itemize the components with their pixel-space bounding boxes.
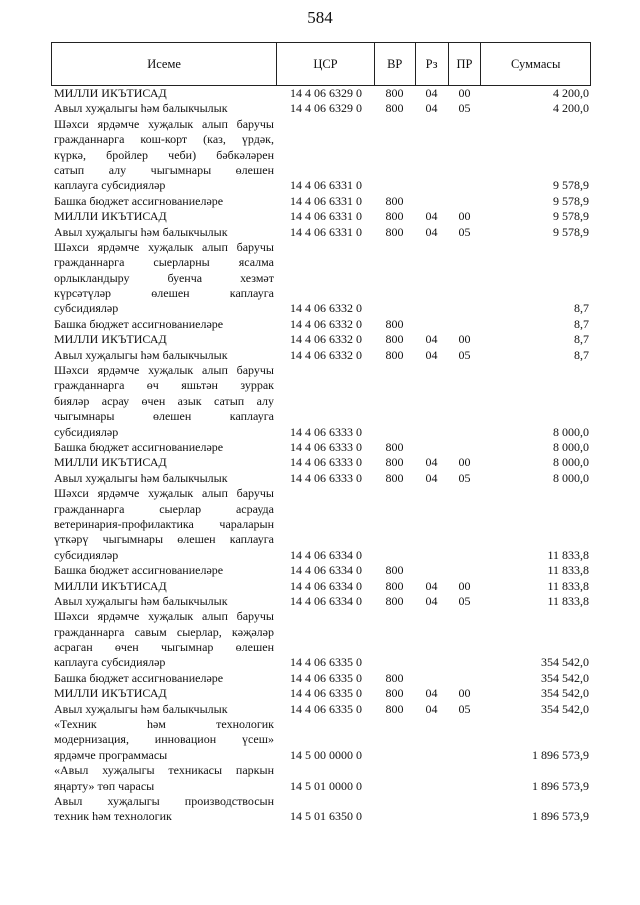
row-name-line: гражданнарга савым сыерлар, кәҗәләр: [54, 624, 274, 639]
row-name-line: Башка бюджет ассигнованиеләре: [54, 316, 224, 331]
row-pr: [448, 440, 481, 455]
table-row: [51, 240, 591, 317]
row-rz: [415, 671, 448, 686]
row-sum: 4 200,0: [553, 86, 589, 100]
row-pr: 00: [458, 209, 471, 224]
row-vr: 800: [385, 563, 404, 578]
row-name-line: Авыл хуҗалыгы производствосын: [54, 793, 274, 808]
row-pr: [448, 194, 481, 209]
budget-table: [51, 42, 591, 825]
row-rz: [415, 317, 448, 332]
row-rz: [415, 779, 448, 794]
row-csr: 14 4 06 6335 0: [290, 655, 362, 670]
row-name: [51, 671, 276, 686]
row-sum: 8 000,0: [553, 424, 589, 439]
row-pr: [448, 425, 481, 440]
row-csr: 14 4 06 6331 0: [290, 224, 362, 239]
row-csr: 14 4 06 6329 0: [290, 101, 362, 116]
row-vr: [374, 301, 415, 316]
row-vr: [374, 178, 415, 193]
page-number: 584: [307, 8, 333, 27]
row-pr: 05: [458, 593, 471, 608]
row-rz: [415, 440, 448, 455]
row-vr: 800: [385, 209, 404, 224]
row-sum: 354 542,0: [541, 686, 589, 701]
row-csr: 14 4 06 6334 0: [290, 547, 362, 562]
row-name: [51, 794, 276, 825]
table-row: [51, 194, 591, 209]
row-name: [51, 763, 276, 794]
table-body: [51, 86, 591, 825]
table-row: [51, 794, 591, 825]
row-name-line: үткәрү чыгымнары өлешен каплауга: [54, 532, 274, 547]
row-name-line: Шәхси ярдәмче хуҗалык алып баручы: [54, 116, 274, 131]
row-pr: [448, 779, 481, 794]
row-vr: 800: [385, 593, 404, 608]
row-name-line: МИЛЛИ ИКЪТИСАД: [54, 86, 167, 100]
row-name-line: каплауга субсидияләр: [54, 178, 166, 193]
row-csr: 14 4 06 6332 0: [290, 332, 362, 347]
row-name-line: гражданнарга кош-корт (каз, үрдәк,: [54, 132, 274, 147]
row-name-line: МИЛЛИ ИКЪТИСАД: [54, 209, 167, 224]
row-csr: 14 4 06 6333 0: [290, 455, 362, 470]
row-sum: 8,7: [574, 301, 589, 316]
row-name-line: Шәхси ярдәмче хуҗалык алып баручы: [54, 363, 274, 378]
row-name: [51, 101, 276, 116]
row-sum: 9 578,9: [553, 209, 589, 224]
row-name-line: асраган өчен чыгымнар өлешен: [54, 640, 274, 655]
row-pr: [448, 563, 481, 578]
row-pr: 00: [458, 686, 471, 701]
row-csr: 14 5 01 6350 0: [290, 809, 362, 824]
row-name: [51, 594, 276, 609]
row-rz: 04: [425, 224, 438, 239]
row-sum: 8 000,0: [553, 439, 589, 454]
row-rz: 04: [425, 101, 438, 116]
row-pr: 00: [458, 578, 471, 593]
table-row: [51, 209, 591, 224]
header-rz: Рз: [415, 43, 448, 85]
header-vr: ВР: [374, 43, 415, 85]
row-csr: 14 4 06 6332 0: [290, 347, 362, 362]
row-csr: 14 4 06 6335 0: [290, 686, 362, 701]
row-name-line: каплауга субсидияләр: [54, 655, 166, 670]
row-csr: 14 5 01 0000 0: [290, 778, 362, 793]
row-name: [51, 563, 276, 578]
row-vr: 800: [385, 224, 404, 239]
table-row: [51, 455, 591, 470]
row-sum: 8,7: [574, 332, 589, 347]
row-name-line: Башка бюджет ассигнованиеләре: [54, 563, 224, 578]
row-csr: 14 4 06 6332 0: [290, 301, 362, 316]
row-csr: 14 4 06 6335 0: [290, 701, 362, 716]
row-name-line: яңарту» төп чарасы: [54, 778, 155, 793]
row-name-line: Авыл хуҗалыгы һәм балыкчылык: [54, 701, 228, 716]
row-sum: 11 833,8: [547, 547, 589, 562]
row-name: [51, 194, 276, 209]
row-name: [51, 317, 276, 332]
row-name-line: МИЛЛИ ИКЪТИСАД: [54, 686, 167, 701]
row-vr: [374, 809, 415, 824]
row-sum: 1 896 573,9: [532, 747, 589, 762]
row-vr: 800: [385, 316, 404, 331]
row-name: [51, 686, 276, 701]
table-row: [51, 686, 591, 701]
row-csr: 14 5 00 0000 0: [290, 747, 362, 762]
row-vr: 800: [385, 439, 404, 454]
row-csr: 14 4 06 6332 0: [290, 316, 362, 331]
row-vr: [374, 548, 415, 563]
row-sum: 8 000,0: [553, 455, 589, 470]
row-sum: 11 833,8: [547, 578, 589, 593]
row-sum: 11 833,8: [547, 593, 589, 608]
row-name: [51, 117, 276, 194]
row-rz: [415, 178, 448, 193]
header-pr: ПР: [448, 43, 481, 85]
table-row: [51, 332, 591, 347]
row-rz: [415, 809, 448, 824]
row-name: [51, 440, 276, 455]
row-name: [51, 332, 276, 347]
row-csr: 14 4 06 6334 0: [290, 593, 362, 608]
row-pr: [448, 655, 481, 670]
row-csr: 14 4 06 6334 0: [290, 563, 362, 578]
table-row: [51, 440, 591, 455]
header-name: Исеме: [147, 56, 181, 71]
row-vr: 800: [385, 701, 404, 716]
row-name-line: чыгымнары өлешен каплауга: [54, 409, 274, 424]
table-row: [51, 594, 591, 609]
row-pr: [448, 809, 481, 824]
row-name-line: Шәхси ярдәмче хуҗалык алып баручы: [54, 239, 274, 254]
table-header: [51, 42, 591, 86]
row-name-line: субсидияләр: [54, 424, 119, 439]
row-vr: 800: [385, 686, 404, 701]
row-name-line: гражданнарга өч яшьтән зуррак: [54, 378, 274, 393]
header-csr: ЦСР: [276, 43, 374, 85]
row-name-line: МИЛЛИ ИКЪТИСАД: [54, 332, 167, 347]
table-row: [51, 117, 591, 194]
row-vr: [374, 425, 415, 440]
row-name-line: сатып алу чыгымнары өлешен: [54, 162, 274, 177]
row-rz: 04: [425, 686, 438, 701]
row-rz: 04: [425, 578, 438, 593]
table-row: [51, 471, 591, 486]
row-csr: 14 4 06 6333 0: [290, 439, 362, 454]
row-name: [51, 86, 276, 101]
row-rz: [415, 301, 448, 316]
row-pr: 05: [458, 224, 471, 239]
row-vr: 800: [385, 332, 404, 347]
row-name-line: Башка бюджет ассигнованиеләре: [54, 670, 224, 685]
row-name-line: МИЛЛИ ИКЪТИСАД: [54, 455, 167, 470]
row-rz: [415, 425, 448, 440]
row-vr: [374, 655, 415, 670]
row-name-line: гражданнарга сыерлар асрауда: [54, 501, 274, 516]
row-rz: 04: [425, 470, 438, 485]
row-name: [51, 609, 276, 671]
row-rz: 04: [425, 209, 438, 224]
row-rz: 04: [425, 455, 438, 470]
row-name-line: ярдәмче программасы: [54, 747, 168, 762]
table-row: [51, 363, 591, 440]
row-name: [51, 455, 276, 470]
row-sum: 1 896 573,9: [532, 778, 589, 793]
table-row: [51, 671, 591, 686]
row-name-line: Авыл хуҗалыгы һәм балыкчылык: [54, 347, 228, 362]
table-row: [51, 225, 591, 240]
row-rz: [415, 748, 448, 763]
row-sum: 8,7: [574, 316, 589, 331]
row-sum: 354 542,0: [541, 701, 589, 716]
row-csr: 14 4 06 6329 0: [290, 86, 362, 100]
row-sum: 9 578,9: [553, 178, 589, 193]
row-sum: 9 578,9: [553, 193, 589, 208]
table-row: [51, 317, 591, 332]
table-row: [51, 563, 591, 578]
header-sum: Суммасы: [480, 43, 590, 85]
row-name-line: субсидияләр: [54, 547, 119, 562]
row-csr: 14 4 06 6333 0: [290, 470, 362, 485]
row-vr: 800: [385, 455, 404, 470]
row-name-line: гражданнарга сыерларны ясалма: [54, 255, 274, 270]
row-csr: 14 4 06 6335 0: [290, 670, 362, 685]
row-csr: 14 4 06 6333 0: [290, 424, 362, 439]
row-name: [51, 209, 276, 224]
row-name-line: орлыкландыру буенча хезмәт: [54, 270, 274, 285]
row-name-line: күрсәтүләр өлешен каплауга: [54, 286, 274, 301]
row-name: [51, 225, 276, 240]
table-row: [51, 101, 591, 116]
row-name-line: күркә, бройлер чеби) бәбкәләрен: [54, 147, 274, 162]
row-name-line: бияләр асрау өчен азык сатып алу: [54, 393, 274, 408]
row-pr: [448, 548, 481, 563]
row-name: [51, 717, 276, 763]
table-row: [51, 717, 591, 763]
row-sum: 9 578,9: [553, 224, 589, 239]
row-rz: [415, 194, 448, 209]
row-name: [51, 348, 276, 363]
row-pr: 05: [458, 347, 471, 362]
row-name-line: МИЛЛИ ИКЪТИСАД: [54, 578, 167, 593]
row-rz: [415, 563, 448, 578]
row-rz: 04: [425, 347, 438, 362]
table-row: [51, 763, 591, 794]
row-vr: 800: [385, 578, 404, 593]
row-pr: [448, 317, 481, 332]
table-row: [51, 702, 591, 717]
table-row: [51, 579, 591, 594]
row-rz: 04: [425, 701, 438, 716]
row-vr: [374, 748, 415, 763]
row-sum: 8 000,0: [553, 470, 589, 485]
row-name: [51, 363, 276, 440]
row-pr: [448, 671, 481, 686]
row-name-line: Авыл хуҗалыгы һәм балыкчылык: [54, 593, 228, 608]
row-rz: [415, 548, 448, 563]
row-name-line: Авыл хуҗалыгы һәм балыкчылык: [54, 470, 228, 485]
row-sum: 8,7: [574, 347, 589, 362]
row-pr: [448, 301, 481, 316]
row-sum: 1 896 573,9: [532, 809, 589, 824]
row-name: [51, 702, 276, 717]
row-name: [51, 579, 276, 594]
row-pr: 05: [458, 101, 471, 116]
row-sum: 354 542,0: [541, 670, 589, 685]
row-pr: 00: [458, 455, 471, 470]
row-name-line: Шәхси ярдәмче хуҗалык алып баручы: [54, 609, 274, 624]
row-name-line: Авыл хуҗалыгы һәм балыкчылык: [54, 224, 228, 239]
row-pr: 00: [458, 86, 471, 100]
row-pr: 05: [458, 470, 471, 485]
row-name-line: «Техник һәм технологик: [54, 717, 274, 732]
row-vr: 800: [385, 86, 404, 100]
row-csr: 14 4 06 6331 0: [290, 209, 362, 224]
row-rz: [415, 655, 448, 670]
row-name-line: Башка бюджет ассигнованиеләре: [54, 439, 224, 454]
row-sum: 11 833,8: [547, 563, 589, 578]
row-vr: 800: [385, 470, 404, 485]
table-row: [51, 348, 591, 363]
row-name: [51, 486, 276, 563]
row-rz: 04: [425, 332, 438, 347]
row-rz: 04: [425, 86, 438, 100]
row-name-line: Башка бюджет ассигнованиеләре: [54, 193, 224, 208]
row-name-line: Авыл хуҗалыгы һәм балыкчылык: [54, 101, 228, 116]
table-row: [51, 86, 591, 101]
row-sum: 354 542,0: [541, 655, 589, 670]
row-csr: 14 4 06 6334 0: [290, 578, 362, 593]
row-name: [51, 471, 276, 486]
row-csr: 14 4 06 6331 0: [290, 193, 362, 208]
row-name-line: техник һәм технологик: [54, 809, 172, 824]
row-pr: [448, 748, 481, 763]
row-pr: 00: [458, 332, 471, 347]
row-csr: 14 4 06 6331 0: [290, 178, 362, 193]
row-vr: [374, 779, 415, 794]
row-sum: 4 200,0: [553, 101, 589, 116]
row-vr: 800: [385, 347, 404, 362]
table-row: [51, 609, 591, 671]
row-name-line: ветеринария-профилактика чараларын: [54, 516, 274, 531]
row-name-line: модернизация, инновацион үсеш»: [54, 732, 274, 747]
table-row: [51, 486, 591, 563]
row-vr: 800: [385, 101, 404, 116]
row-pr: [448, 178, 481, 193]
row-vr: 800: [385, 193, 404, 208]
row-name-line: субсидияләр: [54, 301, 119, 316]
row-vr: 800: [385, 670, 404, 685]
row-name-line: «Авыл хуҗалыгы техникасы паркын: [54, 763, 274, 778]
row-rz: 04: [425, 593, 438, 608]
row-pr: 05: [458, 701, 471, 716]
row-name-line: Шәхси ярдәмче хуҗалык алып баручы: [54, 486, 274, 501]
row-name: [51, 240, 276, 317]
